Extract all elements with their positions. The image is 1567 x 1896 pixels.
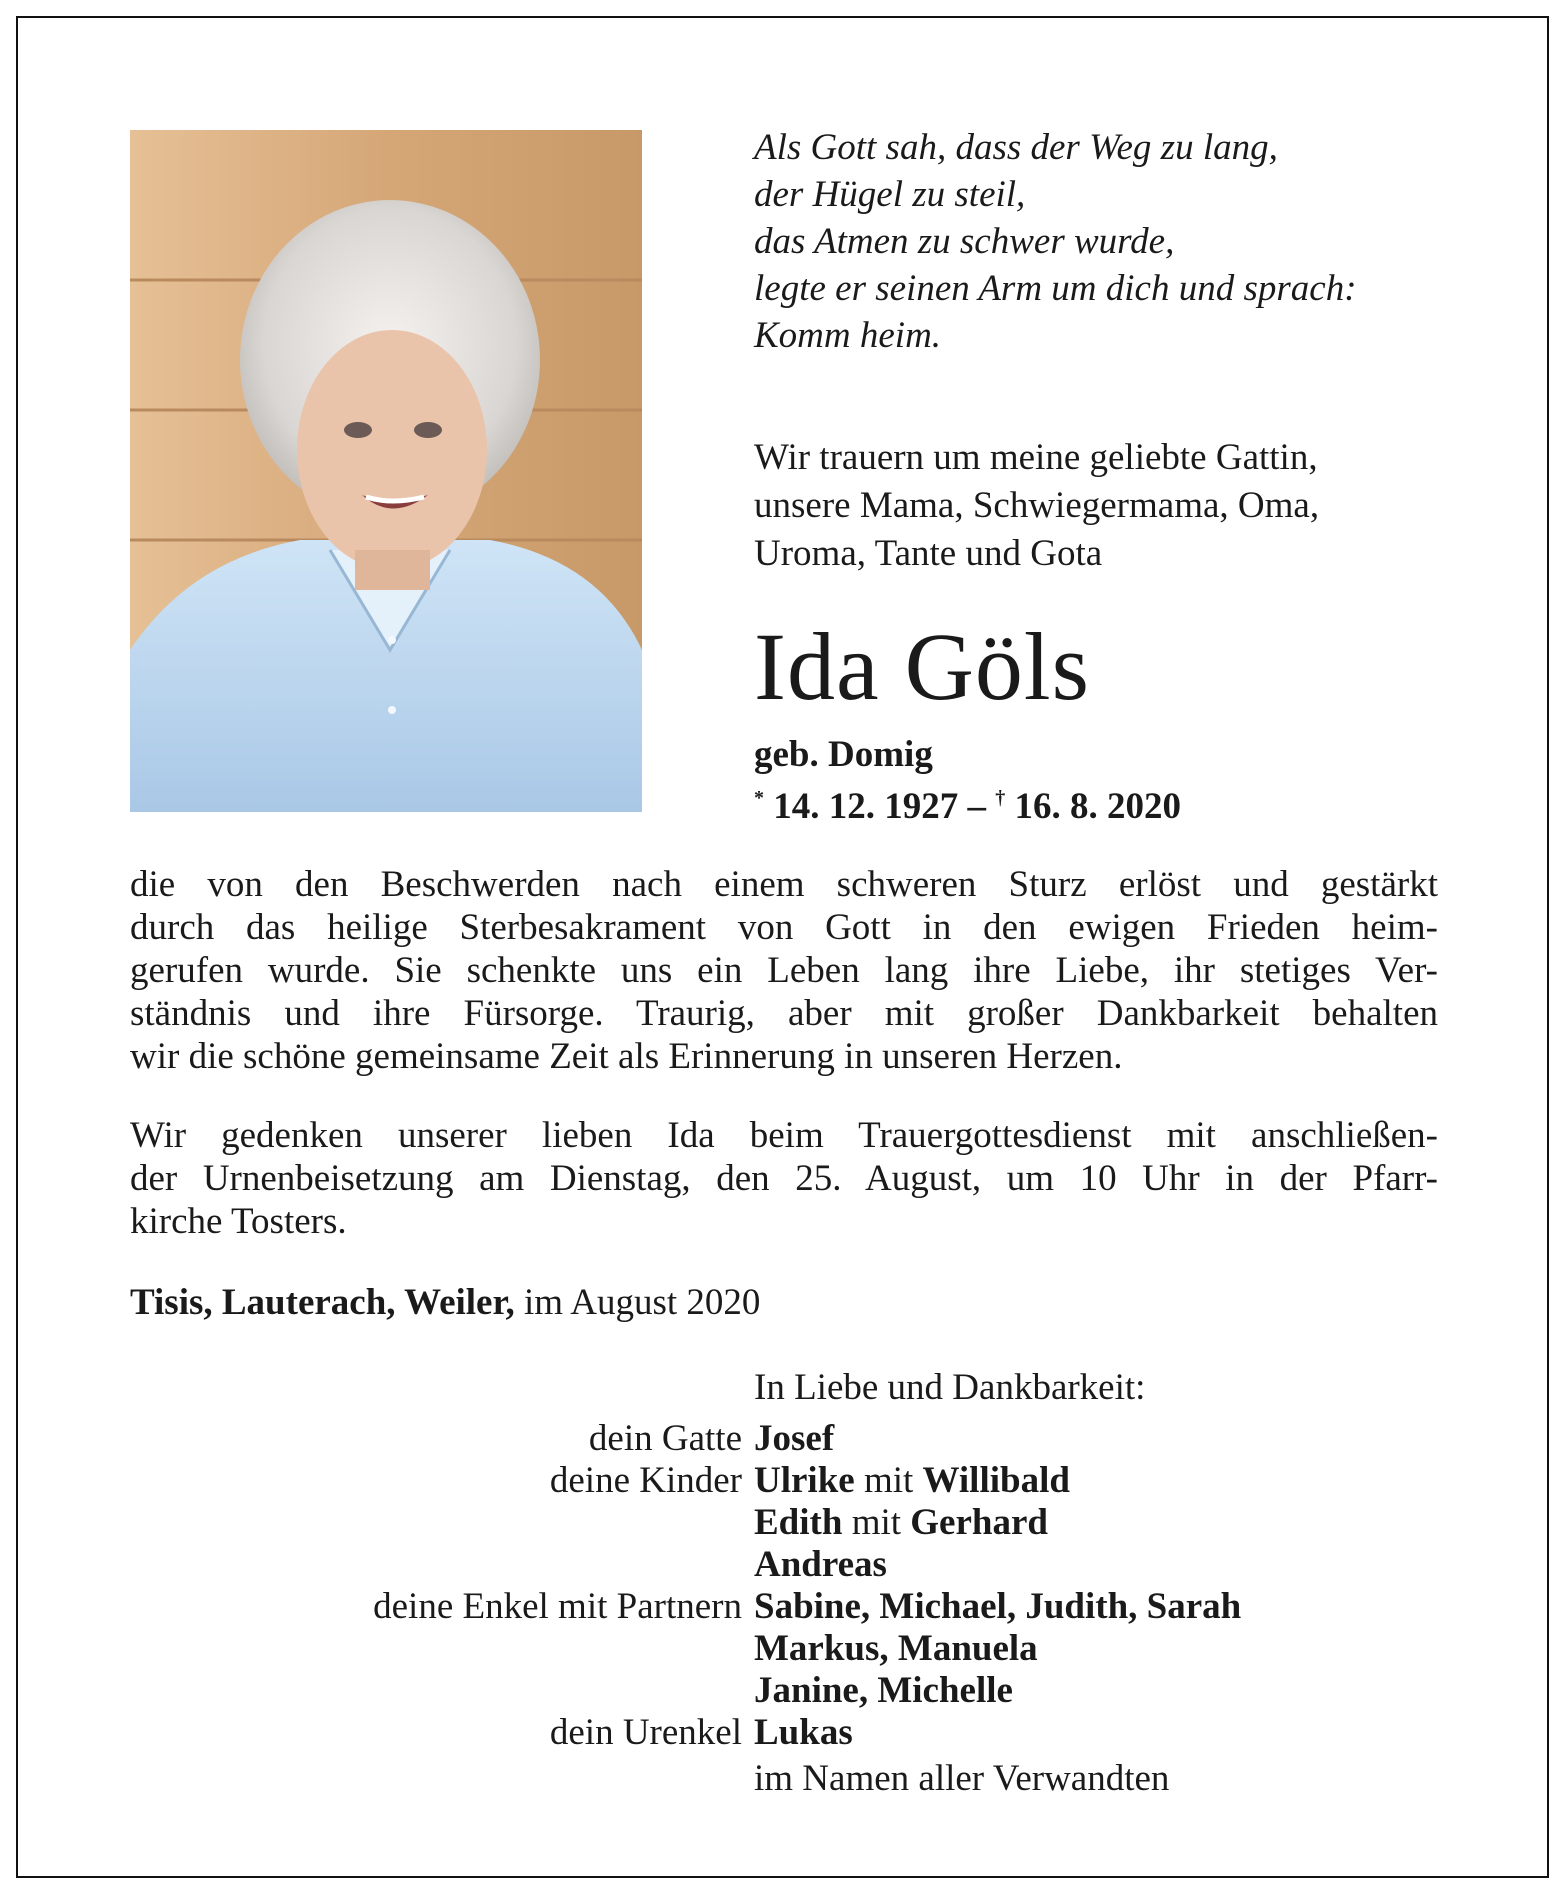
portrait-photo xyxy=(130,130,642,812)
family-role xyxy=(130,1670,754,1712)
family-partner: Willibald xyxy=(922,1460,1070,1501)
signature-closing: im Namen aller Verwandten xyxy=(754,1758,1170,1799)
poem-line: der Hügel zu steil, xyxy=(754,174,1026,215)
family-row xyxy=(130,1418,1450,1460)
family-role: deine Kinder xyxy=(549,1460,742,1501)
intro-line: unsere Mama, Schwiegermama, Oma, xyxy=(754,485,1320,526)
family-connector: mit xyxy=(851,1502,902,1543)
family-member: Andreas xyxy=(754,1544,887,1585)
death-date: 16. 8. 2020 xyxy=(1014,786,1181,827)
poem-line: das Atmen zu schwer wurde, xyxy=(754,221,1175,262)
family-row xyxy=(130,1460,1450,1502)
mourning-intro xyxy=(754,434,1434,578)
body-paragraph-1 xyxy=(130,863,1438,1078)
family-role xyxy=(130,1628,754,1670)
place-and-date xyxy=(130,1281,760,1325)
family-role: dein Urenkel xyxy=(549,1712,742,1753)
family-role: dein Gatte xyxy=(588,1418,742,1459)
poem-line: Als Gott sah, dass der Weg zu lang, xyxy=(754,127,1278,168)
maiden-name: geb. Domig xyxy=(754,734,933,775)
text-line: die von den Beschwerden nach einem schweren Sturz erlöst und gestärkt xyxy=(130,864,1438,905)
family-list xyxy=(130,1418,1450,1754)
poem-line: legte er seinen Arm um dich und sprach: xyxy=(754,268,1357,309)
family-partner: Gerhard xyxy=(910,1502,1048,1543)
portrait-image xyxy=(130,130,642,812)
family-member: Sabine, Michael, Judith, Sarah xyxy=(754,1586,1242,1627)
body-paragraph-2 xyxy=(130,1114,1438,1243)
family-member: Edith xyxy=(754,1502,843,1543)
family-role xyxy=(130,1502,754,1544)
death-symbol: † xyxy=(995,787,1006,809)
text-line: Wir gedenken unserer lieben Ida beim Trauergottesdienst mit anschließen- xyxy=(130,1115,1438,1156)
family-member: Ulrike xyxy=(754,1460,855,1501)
deceased-name: Ida Göls xyxy=(754,613,1090,720)
text-line: durch das heilige Sterbesakrament von Gott in den ewigen Frieden heim- xyxy=(130,907,1438,948)
birth-symbol: * xyxy=(754,787,764,809)
family-member: Janine, Michelle xyxy=(754,1670,1013,1711)
date-separator: – xyxy=(967,786,986,827)
intro-line: Wir trauern um meine geliebte Gattin, xyxy=(754,437,1318,478)
text-line: wir die schöne gemeinsame Zeit als Erinnerung in unseren Herzen. xyxy=(130,1036,1123,1077)
text-line: der Urnenbeisetzung am Dienstag, den 25. August, um 10 Uhr in der Pfarr- xyxy=(130,1158,1438,1199)
family-row xyxy=(130,1712,1450,1754)
life-dates xyxy=(754,776,1181,829)
family-role: deine Enkel mit Partnern xyxy=(373,1586,742,1627)
family-row xyxy=(130,1586,1450,1628)
intro-line: Uroma, Tante und Gota xyxy=(754,533,1103,574)
family-row xyxy=(130,1544,1450,1586)
family-row xyxy=(130,1502,1450,1544)
family-member: Markus, Manuela xyxy=(754,1628,1038,1669)
family-row xyxy=(130,1628,1450,1670)
text-line: ständnis und ihre Fürsorge. Traurig, aber mit großer Dankbarkeit behalten xyxy=(130,993,1438,1034)
text-line: gerufen wurde. Sie schenkte uns ein Leben lang ihre Liebe, ihr stetiges Ver- xyxy=(130,950,1438,991)
family-row xyxy=(130,1670,1450,1712)
poem-line: Komm heim. xyxy=(754,315,942,356)
family-member: Josef xyxy=(754,1418,835,1459)
notice-date: im August 2020 xyxy=(524,1282,761,1323)
birth-date: 14. 12. 1927 xyxy=(773,786,959,827)
poem xyxy=(754,124,1474,359)
signature-heading: In Liebe und Dankbarkeit: xyxy=(754,1367,1146,1408)
locations: Tisis, Lauterach, Weiler, xyxy=(130,1282,515,1323)
family-role xyxy=(130,1544,754,1586)
family-member: Lukas xyxy=(754,1712,853,1753)
text-line: kirche Tosters. xyxy=(130,1201,347,1242)
family-connector: mit xyxy=(863,1460,914,1501)
